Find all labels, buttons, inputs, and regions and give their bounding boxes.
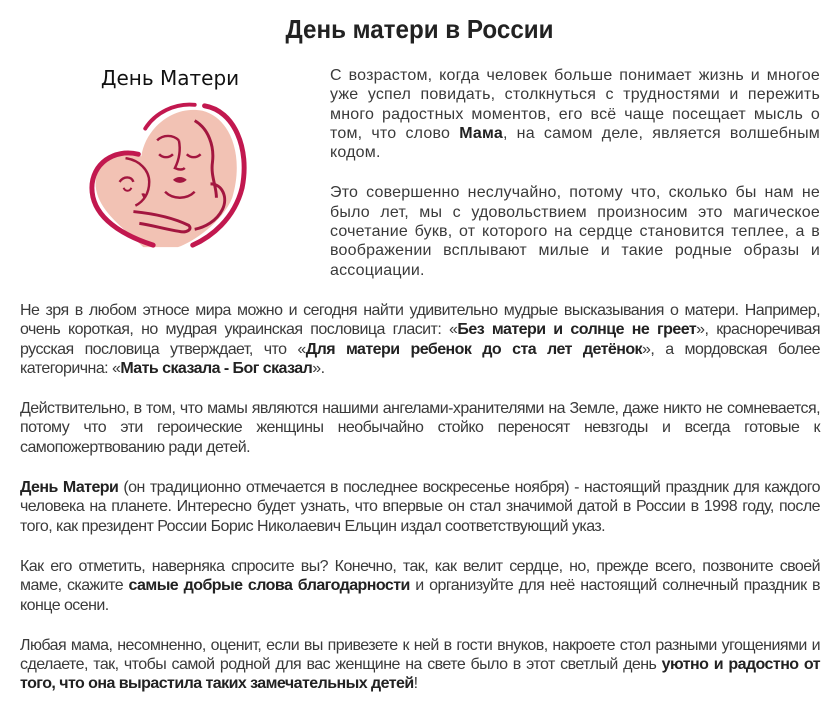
proverb-ukrainian: Без матери и солнце не греет [457,321,697,339]
paragraph-text: », красноречивая русская пословица утверждает, что « [20,321,821,358]
proverb-russian: Для матери ребенок до ста лет детёнок [305,340,643,358]
paragraph-6 [20,557,820,615]
paragraph-text: Действительно, в том, что мамы являются нашими ангелами-хранителями на Земле, даже никто не сомневается, потому что эти героические женщины необычайно стойко переносят невзгоды и всегда готовые к самопожертвованию ради детей. [20,400,820,456]
bold-word-mama: Мама [459,124,503,142]
paragraph-text: ». [312,359,325,377]
paragraph-4 [20,399,820,457]
proverb-mordovian: Мать сказала - Бог сказал [120,359,313,377]
bold-closing-phrase: уютно и радостно от того, что она вырастила таких замечательных детей [20,656,821,693]
paragraph-7 [20,636,820,694]
paragraph-text: Как его отметить, наверняка спросите вы? Конечно, так, как велит сердце, но, прежде всего, позвоните своей маме, скажите [20,557,820,595]
article-body [20,66,820,715]
paragraph-text: », а мордовская более категорична: « [20,340,820,377]
paragraph-text: , на самом деле, является волшебным кодом. [330,124,820,162]
paragraph-text: ! [413,675,418,693]
paragraph-text: и организуйте для неё настоящий солнечный праздник в конце осени. [20,577,820,614]
figure-spacer [20,66,330,276]
paragraph-text: Любая мама, несомненно, оценит, если вы привезете к ней в гости внуков, накроете стол разными угощениями и сделаете, так, чтобы самой родной для вас женщине на свете было в этот светлый день [20,636,820,674]
paragraph-text: (он традиционно отмечается в последнее воскресенье ноября) - настоящий праздник для каждого человека на планете. Интересно будет узнать, что впервые он стал значимой датой в России в 1998 году, после того, как президент России Борис Николаевич Ельцин издал соответствующий указ. [20,479,821,535]
paragraph-3 [20,301,820,378]
paragraph-text: Не зря в любом этносе мира можно и сегодня найти удивительно мудрые высказывания о матери. Например, очень короткая, но мудрая украинская пословица гласит: « [20,301,820,339]
bold-holiday-name: День Матери [20,479,119,497]
bold-gratitude-phrase: самые добрые слова благодарности [128,577,410,595]
figure-caption: День Матери [100,66,240,90]
paragraph-text: С возрастом, когда человек больше понимает жизнь и многое уже успел повидать, столкнуться с трудностями и пережить много радостных моментов, его всё чаще посещает мысль о том, что слово [330,67,820,142]
page-title: День матери в России [285,14,554,44]
paragraph-text: Это совершенно неслучайно, потому что, сколько бы нам не было лет, мы с удовольствием произносим это магическое сочетание букв, от которого на сердце становится теплее, а в воображении всплывают милые и такие родные образы и ассоциации. [330,184,820,279]
paragraph-5 [20,478,820,536]
